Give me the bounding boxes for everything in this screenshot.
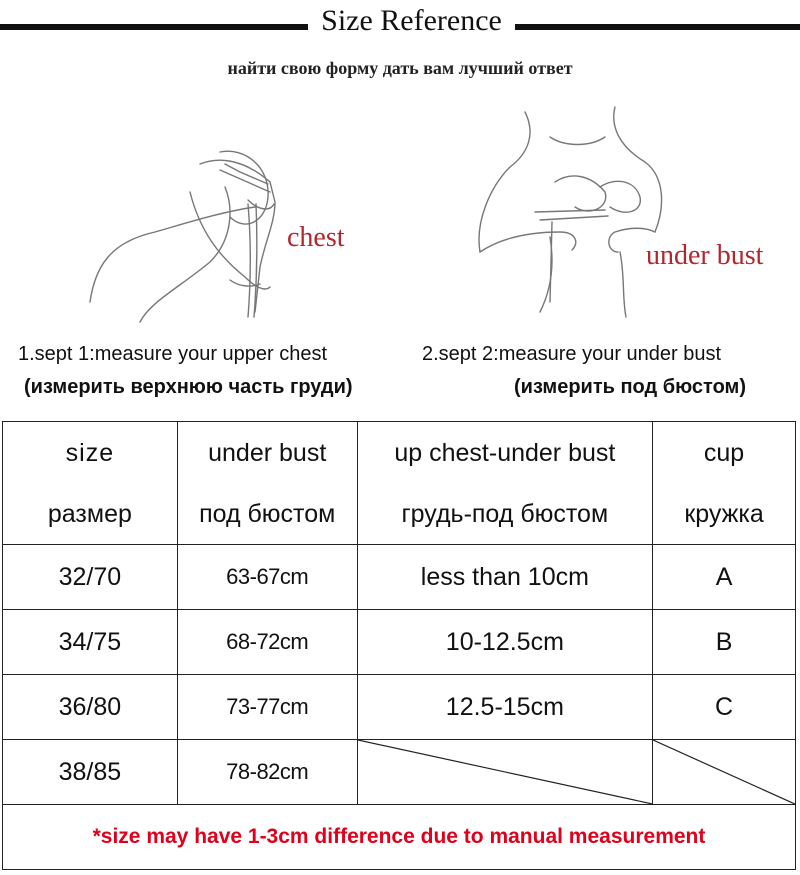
diagonal-line [653,740,795,804]
cell-difference: 10-12.5cm [357,610,653,675]
cell-cup-empty [653,740,796,805]
header-difference-ru: грудь-под бюстом [357,484,653,545]
table-row [3,740,796,805]
step1-instruction: 1.sept 1:measure your upper chest [18,343,328,365]
cell-size: 34/75 [3,610,178,675]
table-header-row-ru [3,484,796,545]
step2-instruction-ru: (измерить под бюстом) [514,376,746,398]
cell-under-bust: 78-82cm [177,740,357,805]
cell-under-bust: 68-72cm [177,610,357,675]
cell-difference: less than 10cm [357,545,653,610]
table-row [3,675,796,740]
step1-instruction-ru: (измерить верхнюю часть груди) [24,376,353,398]
measurement-note: *size may have 1-3cm difference due to manual measurement [3,805,796,870]
cell-cup: B [653,610,796,675]
table-row [3,545,796,610]
header-under-bust: under bust [177,422,357,485]
table-note-row [3,805,796,870]
cell-difference-empty [357,740,653,805]
cell-cup: A [653,545,796,610]
step2-instruction: 2.sept 2:measure your under bust [422,343,722,365]
size-table [2,421,796,870]
cell-under-bust: 73-77cm [177,675,357,740]
page-title: Size Reference [321,4,502,37]
chest-measure-illustration [70,92,390,332]
table-header-row-en [3,422,796,485]
header-cup: cup [653,422,796,485]
under-bust-measure-illustration [440,92,760,332]
header-size: size [3,422,178,485]
cell-under-bust: 63-67cm [177,545,357,610]
cell-size: 36/80 [3,675,178,740]
header-size-ru: размер [3,484,178,545]
header-rule-left [0,24,308,30]
cell-cup: C [653,675,796,740]
header-rule-right [515,24,800,30]
table-row [3,610,796,675]
header-difference: up chest-under bust [357,422,653,485]
under-bust-label: under bust [646,240,764,271]
chest-label: chest [287,222,345,253]
page-subtitle: найти свою форму дать вам лучший ответ [227,58,573,78]
cell-size: 32/70 [3,545,178,610]
header-cup-ru: кружка [653,484,796,545]
cell-difference: 12.5-15cm [357,675,653,740]
header-under-bust-ru: под бюстом [177,484,357,545]
diagonal-line [358,740,653,804]
cell-size: 38/85 [3,740,178,805]
page-header [0,0,800,48]
size-chart [0,421,800,875]
